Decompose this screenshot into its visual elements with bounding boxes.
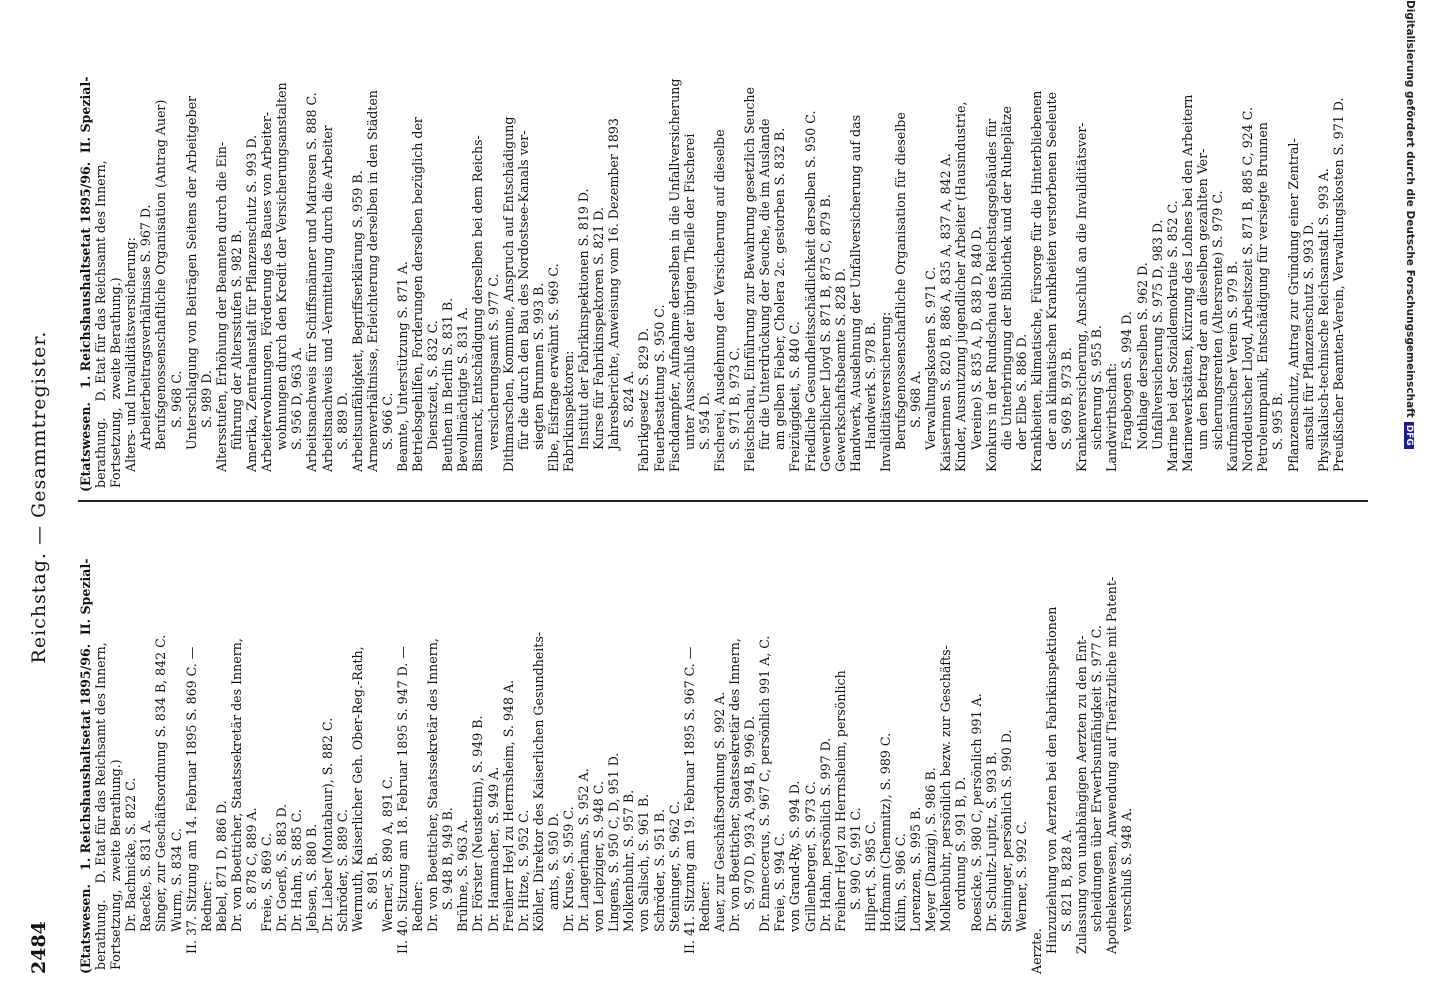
index-line: Dithmarschen, Kommune, Anspruch auf Entschädigung bbox=[500, 116, 516, 472]
index-line: um den Betrag der an dieselben gezahlten Ver- bbox=[1194, 148, 1210, 450]
index-line: Alters- und Invaliditätsversicherung: bbox=[123, 237, 139, 472]
index-line: Redner: bbox=[410, 881, 426, 932]
index-line: amts, S. 950 D. bbox=[545, 813, 561, 910]
index-line: Marine bei der Sozialdemokratie S. 852 C. bbox=[1164, 200, 1180, 472]
index-line: Vereine) S. 835 A, D, 838 D, 840 D. bbox=[968, 226, 984, 450]
index-line: Dr. Schultz-Lupitz, S. 993 B. bbox=[983, 751, 999, 932]
index-line: S. 889 D. bbox=[334, 392, 350, 450]
index-line: Arbeitsnachweis für Schiffsmänner und Matrosen S. 888 C. bbox=[304, 92, 320, 472]
index-line: Lorenzen, S. 995 B. bbox=[908, 806, 924, 932]
index-line: Dr. von Boetticher, Staatssekretär des Innern, bbox=[228, 638, 244, 932]
index-line: Petroleumpanik, Entschädigung für versiegte Brunnen bbox=[1255, 122, 1271, 472]
index-line: (Etatswesen. 1. Reichshaushaltsetat 1895/96. II. Spezial- bbox=[78, 558, 93, 974]
index-line: Raecke, S. 831 A. bbox=[138, 819, 154, 932]
index-line: Dr. von Boetticher, Staatssekretär des Innern, bbox=[425, 638, 441, 932]
index-line: Dr. von Boetticher, Staatssekretär des Innern, bbox=[727, 638, 743, 932]
dfg-logo: DFG bbox=[1404, 422, 1414, 449]
index-line: Dr. Hahn, S. 885 C. bbox=[289, 809, 305, 932]
index-line: Redner: bbox=[696, 881, 712, 932]
index-line: Feuerbestattung S. 950 C. bbox=[651, 304, 667, 472]
index-line: Dr. Förster (Neustettin), S. 949 B. bbox=[470, 715, 486, 932]
index-line: Wurm, S. 834 C. bbox=[168, 828, 184, 932]
index-line: S. 990 C, 991 C. bbox=[847, 807, 863, 910]
index-line: Elbe, Eisfrage erwähnt S. 969 C. bbox=[545, 263, 561, 472]
index-line: der an klimatischen Krankheiten verstorbenen Seeleute bbox=[1044, 91, 1059, 450]
page-number: 2484 bbox=[28, 921, 50, 974]
index-line: Apothekenwesen, Anwendung auf Tierärztliche mit Patent- bbox=[1104, 576, 1120, 954]
index-line: Arbeitsnachweis und -Vermittelung durch die Arbeiter bbox=[319, 125, 335, 472]
index-line: Jahresberichte, Anweisung vom 16. Dezember 1893 bbox=[606, 118, 622, 450]
index-line: S. 891 B. bbox=[364, 852, 380, 910]
index-line: Arbeitsunfähigkeit, Begriffserklärung S. 959 B. bbox=[349, 170, 365, 472]
index-line: Fortsetzung, zweite Berathung.) bbox=[108, 759, 124, 974]
index-line: ordnung S. 991 B, D. bbox=[953, 776, 969, 910]
index-line: Gewerkschaftsbeamte S. 828 D. bbox=[832, 267, 848, 472]
index-line: Beamte, Unterstützung S. 871 A. bbox=[394, 261, 410, 472]
index-line: Friedliche Gesundheitsschädlichkeit derselben S. 950 C. bbox=[802, 110, 818, 472]
index-line: siegten Brunnen S. 993 B. bbox=[530, 282, 546, 450]
index-line: Hilpert, S. 985 C. bbox=[862, 820, 878, 932]
index-line: Betriebsgehilfen, Forderungen derselben bezüglich der bbox=[410, 117, 426, 472]
index-line: Freie, S. 869 C. bbox=[259, 832, 275, 932]
index-line: Schröder, S. 951 B. bbox=[651, 808, 667, 932]
index-line: scheidungen über Erwerbsunfähigkeit S. 977 C. bbox=[1089, 625, 1105, 932]
index-line: Wermuth, Kaiserlicher Geh. Ober-Reg.-Rath, bbox=[349, 646, 365, 932]
index-line: Dr. Hammacher, S. 949 A. bbox=[485, 766, 501, 932]
index-line: Amerika, Zentralanstalt für Pflanzenschutz S. 993 D. bbox=[244, 134, 260, 472]
index-line: von Leipziger, S. 948 C. bbox=[591, 781, 607, 932]
index-line: versicherungsamt S. 977 C. bbox=[485, 273, 501, 450]
index-line: Werner, S. 890 A, 891 C. bbox=[379, 775, 395, 932]
index-line: Schröder, S. 889 C. bbox=[334, 809, 350, 932]
index-line: Steininger, S. 962 C. bbox=[666, 801, 682, 932]
index-line: Steininger, persönlich S. 990 D. bbox=[998, 729, 1014, 932]
index-line: II. 41. Sitzung am 19. Februar 1895 S. 967 C. — bbox=[681, 646, 697, 954]
index-line: Auer, zur Geschäftsordnung S. 992 A. bbox=[711, 691, 727, 932]
index-line: S. 969 B, 973 B. bbox=[1059, 347, 1075, 450]
index-line: Gewerblicher Lloyd S. 871 B, 875 C, 879 B. bbox=[817, 194, 833, 472]
index-line: Hinzuziehung von Aerzten bei den Fabrikinspektionen bbox=[1044, 606, 1059, 954]
index-line: Kaiserinnen S. 820 B, 886 A, 835 A, 837 A, 842 A. bbox=[938, 153, 954, 472]
index-line: Arbeiterbeitragsverhältnisse S. 967 D. bbox=[138, 204, 154, 450]
index-line: Verwaltungskosten S. 971 C. bbox=[923, 266, 939, 450]
index-line: Dr. Hitze, S. 952 C. bbox=[515, 809, 531, 932]
index-line: S. 824 A. bbox=[621, 370, 637, 428]
index-line: Arbeiterwohnungen, Förderung des Baues von Arbeiter- bbox=[259, 111, 275, 472]
index-line: Krankheiten, klimatische, Fürsorge für die Hinterbliebenen bbox=[1028, 90, 1044, 472]
index-line: S. 968 A. bbox=[908, 370, 924, 428]
index-line: Grillenberger, S. 973 C. bbox=[802, 781, 818, 932]
index-line: Nothlage derselben S. 962 D. bbox=[1134, 262, 1150, 450]
index-line: Köhler, Direktor des Kaiserlichen Gesundheits- bbox=[530, 631, 546, 932]
index-line: Altersstufen, Erhöhung der Beamten durch die Ein- bbox=[213, 141, 229, 472]
index-line: Beuthen in Berlin S. 831 B. bbox=[440, 297, 456, 472]
index-line: Institut der Fabrikinspektionen S. 819 D. bbox=[576, 188, 592, 450]
index-line: Dr. Bachnicke, S. 822 C. bbox=[123, 777, 139, 932]
index-line: Armenverhältnisse, Erleichterung derselben in den Städten bbox=[364, 90, 380, 472]
index-line: Dr. Lieber (Montabaur), S. 882 C. bbox=[319, 717, 335, 932]
index-line: Bebel, 871 D, 886 D. bbox=[213, 800, 229, 932]
index-line: Singer, zur Geschäftsordnung S. 834 B, 842 C. bbox=[153, 634, 169, 932]
index-line: Brühne, S. 963 A. bbox=[455, 819, 471, 932]
index-line: von Grand-Ry, S. 994 D. bbox=[787, 780, 803, 932]
column-divider bbox=[78, 501, 1368, 503]
index-line: II. 40. Sitzung am 18. Februar 1895 S. 947 D. — bbox=[394, 646, 410, 954]
index-line: S. 970 D, 993 A, 994 B, 996 D. bbox=[742, 715, 758, 910]
index-line: verschluß S. 948 A. bbox=[1119, 807, 1135, 932]
index-line: Fragebogen S. 994 D. bbox=[1119, 311, 1135, 450]
index-line: Preußischer Beamten-Verein, Verwaltungskosten S. 971 D. bbox=[1330, 97, 1346, 472]
index-line: S. 971 B, 973 C. bbox=[727, 347, 743, 450]
index-line: Hofmann (Chemnitz), S. 989 C. bbox=[877, 732, 893, 932]
index-line: Unfallversicherung S. 975 D, 983 D. bbox=[1149, 219, 1165, 450]
left-column bbox=[78, 506, 1372, 974]
index-line: Norddeutscher Lloyd, Arbeitszeit S. 871 B, 885 C, 924 C. bbox=[1240, 107, 1256, 472]
index-line: am gelben Fieber, Cholera 2c. gestorben S. 832 B. bbox=[772, 127, 788, 450]
index-line: S. 989 D. bbox=[198, 370, 214, 428]
index-line: S. 821 B, 828 A. bbox=[1059, 829, 1075, 932]
index-line: Fleischschau, Einführung zur Bewahrung gesetzlich Seuche bbox=[742, 87, 758, 472]
index-line: Lingens, S. 950 C, D, 951 D. bbox=[606, 752, 622, 932]
index-line: Marinewerkstätten, Kürzung des Lohnes bei den Arbeitern bbox=[1179, 94, 1195, 472]
index-line: Kaufmännischer Verein S. 979 B. bbox=[1225, 261, 1241, 472]
index-line: sicherung S. 955 B. bbox=[1089, 325, 1105, 450]
index-line: Landwirthschaft: bbox=[1104, 362, 1120, 472]
index-line: Krankenversicherung, Anschluß an die Invaliditätsver- bbox=[1074, 122, 1090, 472]
index-line: führung der Altersstufen S. 982 B. bbox=[228, 229, 244, 450]
running-title: Reichstag. — Gesammtregister. bbox=[28, 330, 50, 664]
index-line: S. 954 D. bbox=[696, 392, 712, 450]
index-line: für die durch den Bau des Nordostsee-Kanals ver- bbox=[515, 130, 531, 450]
index-line: unter Ausschluß der übrigen Theile der Fischerei bbox=[681, 133, 697, 450]
index-line: Unterschlagung von Beiträgen Seitens der Arbeitgeber bbox=[183, 95, 199, 450]
index-line: Invaliditätsversicherung: bbox=[877, 311, 893, 472]
index-line: Kinder, Ausnutzung jugendlicher Arbeiter (Hausindustrie, bbox=[953, 101, 969, 472]
index-line: Freie, S. 994 C. bbox=[772, 832, 788, 932]
index-line: S. 878 C, 889 A. bbox=[244, 807, 260, 910]
footer-text: Digitalisierung gefördert durch die Deutsche Forschungsgemeinschaft bbox=[1404, 0, 1416, 418]
index-line: Dr. Kruse, S. 959 C. bbox=[561, 806, 576, 932]
index-line: für die Unterdrückung der Seuche, die im Auslande bbox=[757, 118, 773, 450]
index-line: S. 948 B, 949 B. bbox=[440, 807, 456, 910]
index-line: Fischdampfer, Aufnahme derselben in die Unfallversicherung bbox=[666, 78, 682, 472]
index-line: Dr. Goerß, S. 883 D. bbox=[274, 803, 290, 932]
index-line: Zulassung von unabhängigen Aerzten zu den Ent- bbox=[1074, 635, 1090, 954]
index-line: von Salisch, S. 961 B. bbox=[636, 793, 652, 932]
index-line: Kurse für Fabrikinspektoren S. 821 D. bbox=[591, 207, 607, 450]
index-line: Molkenbuhr, S. 957 B. bbox=[621, 789, 637, 932]
index-line: Dr. Enneccerus, S. 967 C, persönlich 991 A, C. bbox=[757, 635, 773, 932]
index-line: anstalt für Pflanzenschutz S. 993 D. bbox=[1300, 221, 1316, 450]
index-line: Bevollmächtigte S. 831 A. bbox=[455, 306, 471, 472]
index-line: berathung. D. Etat für das Reichsamt des Innern, bbox=[93, 160, 109, 492]
index-line: Freizügigkeit, S. 840 C. bbox=[787, 321, 803, 472]
index-line: Fischerei, Ausdehnung der Versicherung auf dieselbe bbox=[711, 129, 727, 472]
index-line: II. 37. Sitzung am 14. Februar 1895 S. 869 C. — bbox=[183, 646, 199, 954]
index-line: S. 968 C. bbox=[168, 370, 184, 428]
index-line: Fabrikgesetz S. 829 D. bbox=[636, 327, 652, 472]
index-line: sicherungsrenten (Altersrente) S. 979 C. bbox=[1210, 190, 1226, 450]
index-line: Bismarck, Entschädigung derselben bei dem Reichs- bbox=[470, 135, 486, 472]
index-line: Fabrikinspektoren: bbox=[561, 350, 576, 472]
index-line: Berufsgenossenschaftliche Organisation für dieselbe bbox=[893, 112, 909, 450]
index-line: Handwerk, Ausdehnung der Unfallversicherung auf das bbox=[847, 114, 863, 472]
index-line: Kühn, S. 986 C. bbox=[893, 833, 909, 932]
index-line: Molkenbuhr, persönlich bezw. zur Geschäfts- bbox=[938, 645, 954, 932]
index-line: (Etatswesen. 1. Reichshaushaltsetat 1895/96. II. Spezial- bbox=[78, 76, 93, 492]
index-line: die Unterbringung der Bibliothek und der Ruheplätze bbox=[998, 106, 1014, 450]
page-header bbox=[14, 20, 58, 974]
index-line: der Elbe S. 886 D. bbox=[1013, 333, 1029, 450]
index-line: S. 956 D, 963 A. bbox=[289, 346, 305, 450]
index-line: Physikalisch-technische Reichsanstalt S. 993 A. bbox=[1315, 168, 1331, 472]
index-line: S. 995 B. bbox=[1270, 392, 1286, 450]
index-line: Dienstzeit, S. 832 C. bbox=[425, 320, 441, 450]
index-line: Dr. Hahn, persönlich S. 997 D. bbox=[817, 737, 833, 932]
index-line: Aerzte. bbox=[1028, 928, 1044, 974]
index-line: Werner, S. 992 C. bbox=[1013, 820, 1029, 932]
index-line: Konkurs in der Rundschau des Reichstagsgebäudes für bbox=[983, 118, 999, 472]
index-line: Jebsen, S. 880 B. bbox=[304, 823, 320, 932]
index-line: Freiherr Heyl zu Herrnsheim, persönlich bbox=[832, 670, 848, 932]
index-line: Redner: bbox=[198, 881, 214, 932]
index-line: wohnungen durch den Kredit der Versicherungsanstalten bbox=[274, 82, 290, 450]
right-column bbox=[78, 22, 1372, 492]
index-line: S. 966 C. bbox=[379, 392, 395, 450]
index-line: Fortsetzung, zweite Berathung.) bbox=[108, 277, 124, 492]
index-line: Berufsgenossenschaftliche Organisation (Antrag Auer) bbox=[153, 99, 169, 450]
index-line: Dr. Langerhans, S. 952 A. bbox=[576, 768, 592, 932]
index-line: Handwerk S. 978 B. bbox=[862, 321, 878, 450]
digitization-footer bbox=[1400, 0, 1416, 1000]
index-line: Pflanzenschutz, Antrag zur Gründung einer Zentral- bbox=[1285, 138, 1301, 472]
index-line: Freiherr Heyl zu Herrnsheim, S. 948 A. bbox=[500, 679, 516, 932]
index-line: Roesicke, S. 980 C, persönlich 991 A. bbox=[968, 693, 984, 932]
index-line: berathung. D. Etat für das Reichsamt des Innern, bbox=[93, 642, 109, 974]
index-line: Meyer (Danzig), S. 986 B. bbox=[923, 767, 939, 932]
